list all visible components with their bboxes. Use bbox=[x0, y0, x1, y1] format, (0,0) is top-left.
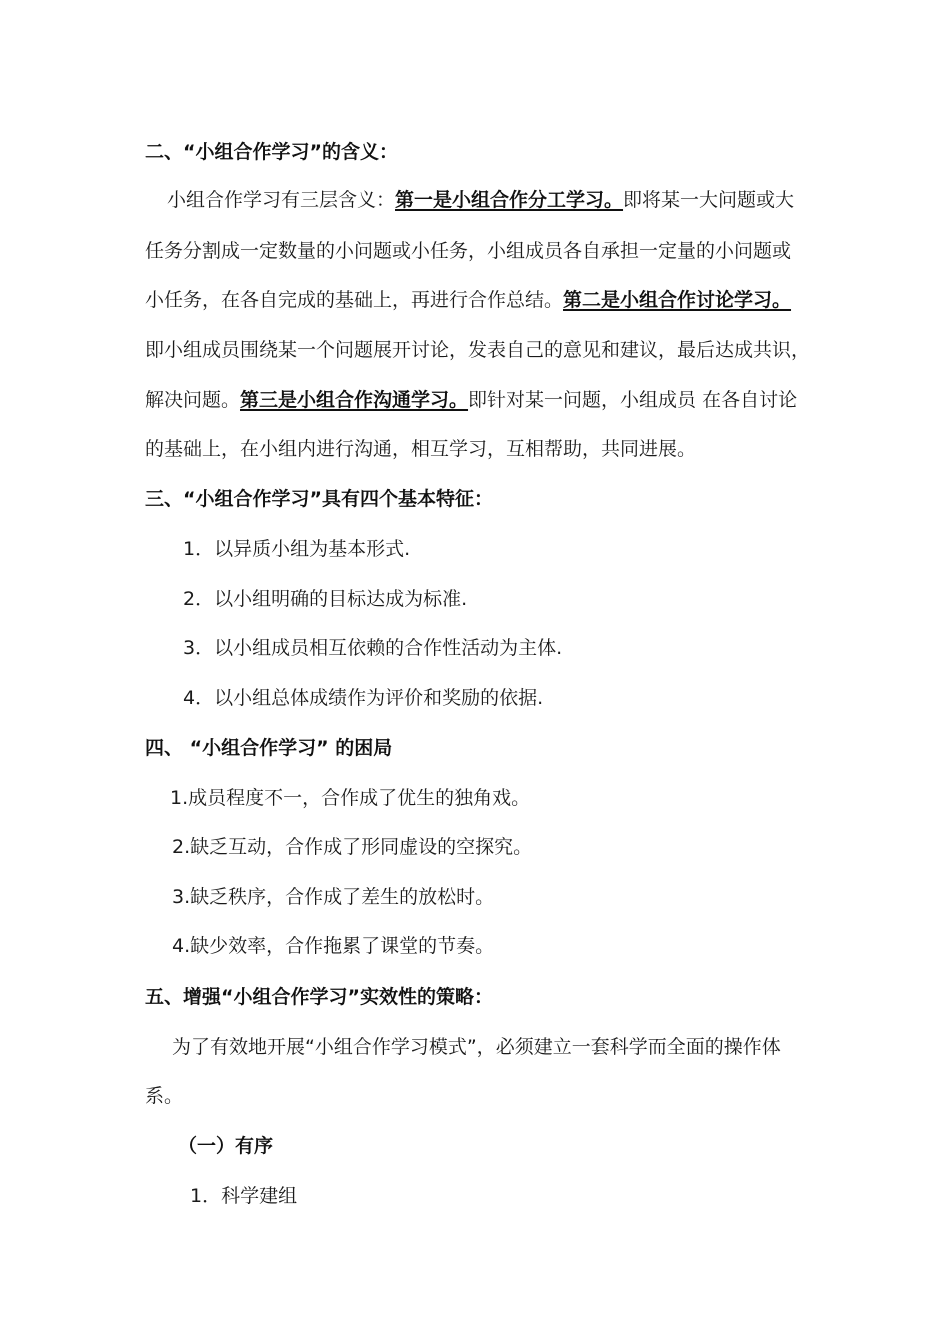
section-5-heading: 五、增强“小组合作学习”实效性的策略： bbox=[145, 986, 493, 1008]
section-3-heading: 三、“小组合作学习”具有四个基本特征： bbox=[145, 488, 493, 510]
subsection-item-1: 1．科学建组 bbox=[190, 1185, 298, 1207]
meaning-intro: 小组合作学习有三层含义： bbox=[167, 189, 396, 211]
feature-item-1: 1．以异质小组为基本形式. bbox=[183, 538, 411, 560]
section-2-paragraph-line-3 bbox=[145, 287, 791, 313]
subsection-heading: （一）有序 bbox=[178, 1135, 274, 1157]
section-4-heading: 四、 “小组合作学习” 的困局 bbox=[145, 737, 393, 759]
section-2-paragraph-line-2: 任务分割成一定数量的小问题或小任务，小组成员各自承担一定量的小问题或 bbox=[145, 240, 792, 262]
meaning-first-emphasis: 第一是小组合作分工学习。 bbox=[395, 189, 624, 211]
dilemma-item-2: 2.缺乏互动，合作成了形同虚设的空探究。 bbox=[172, 836, 533, 858]
section-5-paragraph-line-2: 系。 bbox=[145, 1085, 184, 1107]
section-2-paragraph-line-5 bbox=[145, 387, 797, 413]
meaning-second-emphasis: 第二是小组合作讨论学习。 bbox=[563, 289, 792, 311]
meaning-line-5-text: 解决问题。 bbox=[145, 389, 241, 411]
feature-item-3: 3．以小组成员相互依赖的合作性活动为主体. bbox=[183, 637, 563, 659]
dilemma-item-1: 1.成员程度不一，合作成了优生的独角戏。 bbox=[170, 787, 531, 809]
feature-item-4: 4．以小组总体成绩作为评价和奖励的依据. bbox=[183, 687, 544, 709]
dilemma-item-4: 4.缺少效率，合作拖累了课堂的节奏。 bbox=[172, 935, 495, 957]
section-2-paragraph-line-4: 即小组成员围绕某一个问题展开讨论，发表自己的意见和建议，最后达成共识， bbox=[145, 339, 811, 361]
section-2-paragraph-line-1 bbox=[167, 187, 794, 213]
dilemma-item-3: 3.缺乏秩序，合作成了差生的放松时。 bbox=[172, 886, 495, 908]
meaning-line-3-text: 小任务，在各自完成的基础上，再进行合作总结。 bbox=[145, 289, 564, 311]
section-5-paragraph-line-1: 为了有效地开展“小组合作学习模式”，必须建立一套科学而全面的操作体 bbox=[172, 1036, 781, 1058]
meaning-third-text: 即针对某一问题，小组成员 在各自讨论 bbox=[468, 389, 798, 411]
meaning-first-text: 即将某一大问题或大 bbox=[623, 189, 795, 211]
feature-item-2: 2．以小组明确的目标达成为标准. bbox=[183, 588, 468, 610]
section-2-heading: 二、“小组合作学习”的含义： bbox=[145, 141, 398, 163]
meaning-third-emphasis: 第三是小组合作沟通学习。 bbox=[240, 389, 469, 411]
section-2-paragraph-line-6: 的基础上，在小组内进行沟通，相互学习，互相帮助，共同进展。 bbox=[145, 438, 697, 460]
